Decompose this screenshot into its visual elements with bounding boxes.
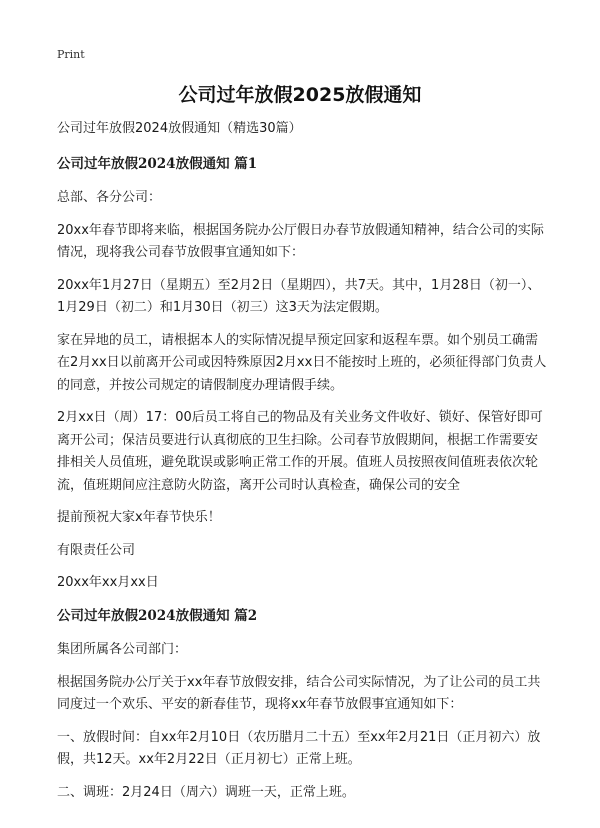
paragraph: 二、调班：2月24日（周六）调班一天，正常上班。 <box>57 784 355 800</box>
paragraph: 20xx年春节即将来临，根据国务院办公厅假日办春节放假通知精神，结合公司的实际情况，现将我公司春节放假事宜通知如下： <box>57 222 544 260</box>
paragraph: 总部、各分公司： <box>57 190 162 205</box>
paragraph: 一、放假时间：自xx年2月10日（农历腊月二十五）至xx年2月21日（正月初六）放假，共12天。xx年2月22日（正月初七）正常上班。 <box>57 729 541 767</box>
section-heading-2: 公司过年放假2024放假通知 篇2 <box>57 607 258 624</box>
paragraph: 根据国务院办公厅关于xx年春节放假安排，结合公司实际情况，为了让公司的员工共同度过一个欢乐、平安的新春佳节，现将xx年春节放假事宜通知如下： <box>57 674 541 712</box>
print-label: Print <box>57 48 85 61</box>
document-subtitle: 公司过年放假2024放假通知（精选30篇） <box>57 121 302 136</box>
document-body <box>57 118 547 814</box>
paragraph: 20xx年1月27日（星期五）至2月2日（星期四），共7天。其中，1月28日（初一）、1月29日（初二）和1月30日（初三）这3天为法定假期。 <box>57 277 541 315</box>
paragraph: 提前预祝大家x年春节快乐！ <box>57 510 221 525</box>
date-line: 20xx年xx月xx日 <box>57 575 159 590</box>
paragraph: 家在异地的员工，请根据本人的实际情况提早预定回家和返程车票。如个别员工确需在2月xx日以前离开公司或因特殊原因2月xx日不能按时上班的，必须征得部门负责人的同意，并按公司规定的请假制度办理请假手续。 <box>57 332 547 393</box>
page-title: 公司过年放假2025放假通知 <box>178 84 422 106</box>
section-heading-1: 公司过年放假2024放假通知 篇1 <box>57 155 258 172</box>
paragraph: 集团所属各公司部门： <box>57 642 188 657</box>
paragraph: 2月xx日（周）17：00后员工将自己的物品及有关业务文件收好、锁好、保管好即可离开公司；保洁员要进行认真彻底的卫生扫除。公司春节放假期间，根据工作需要安排相关人员值班，避免耽误或影响正常工作的开展。值班人员按照夜间值班表依次轮流，值班期间应注意防火防盗，离开公司时认真检查，确保公司的安全 <box>57 410 543 493</box>
company-signature: 有限责任公司 <box>57 542 136 558</box>
